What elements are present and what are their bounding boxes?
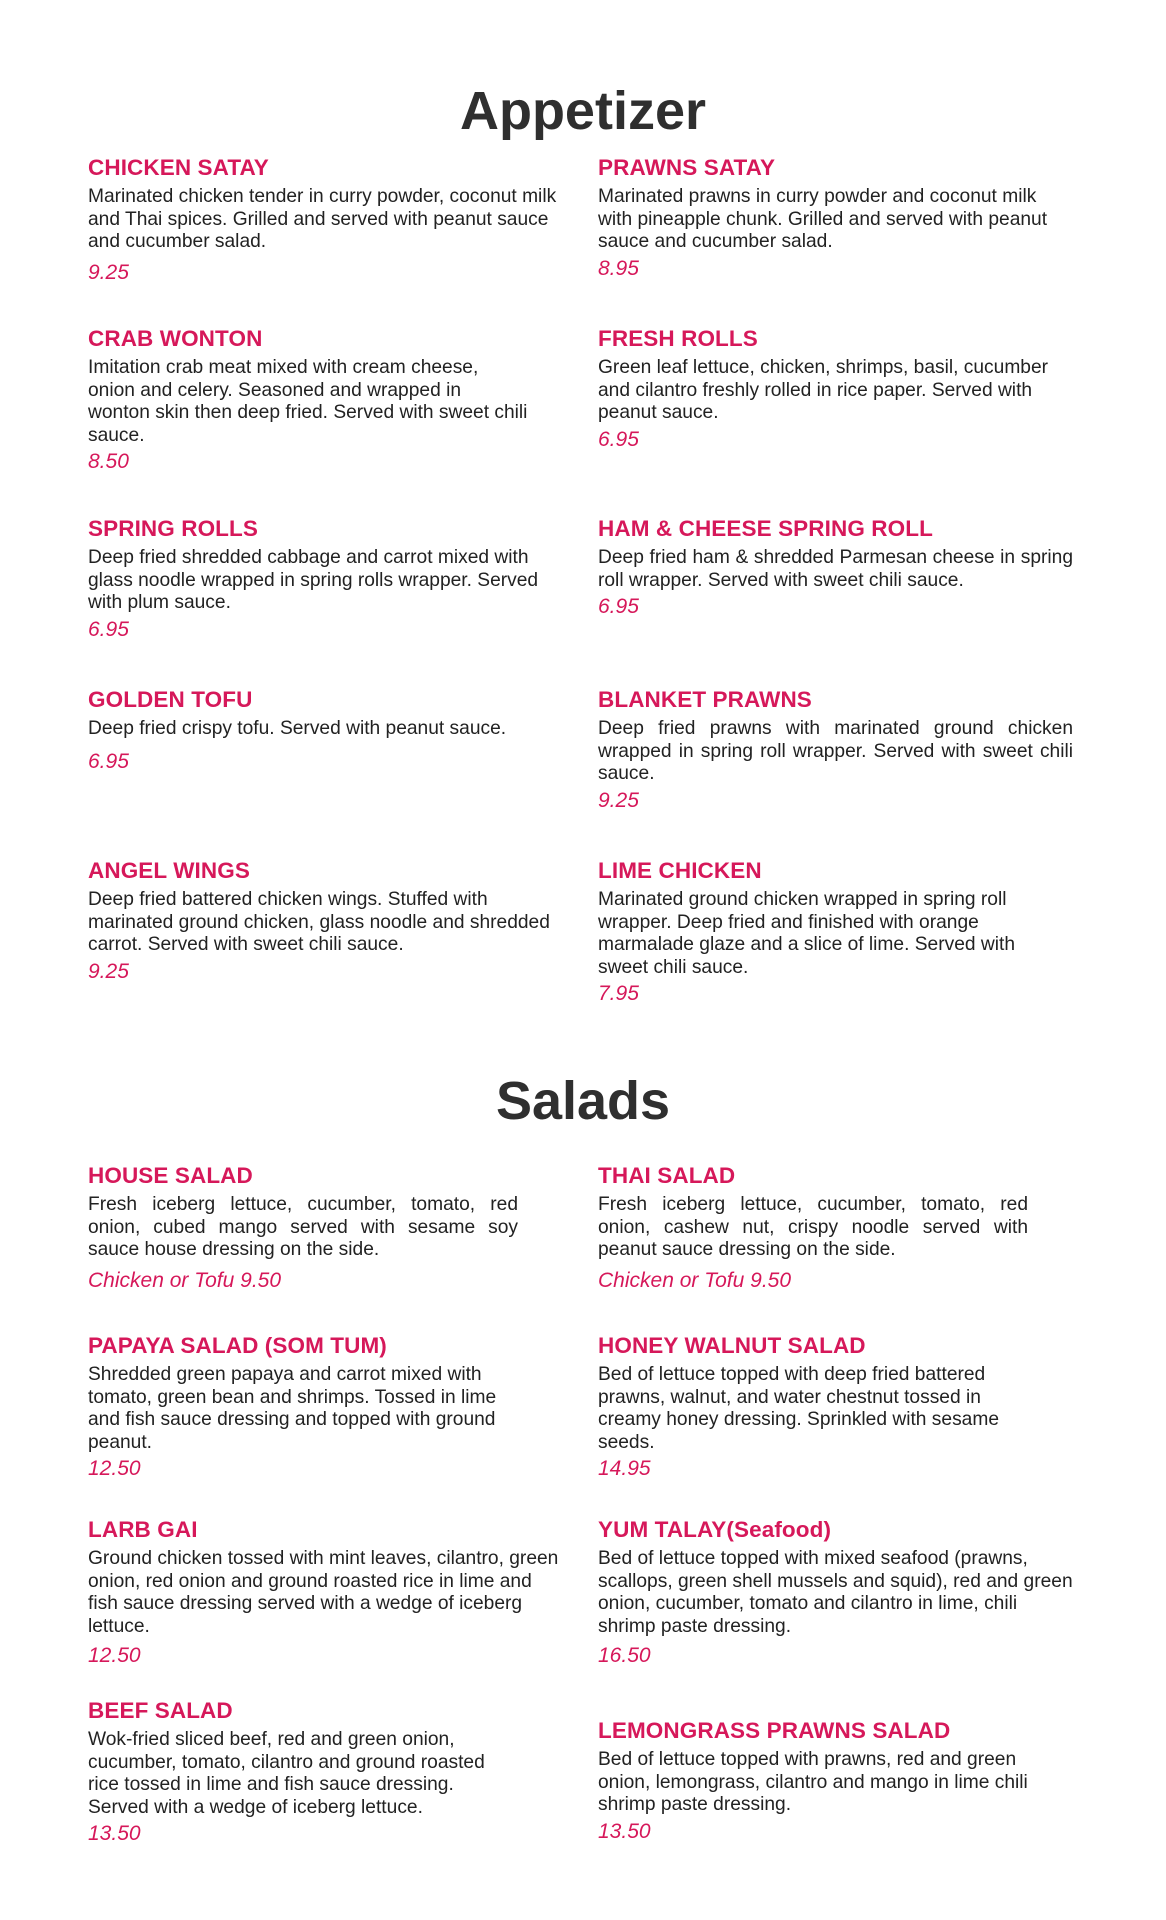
item-price: 14.95	[598, 1457, 651, 1480]
item-price: 7.95	[598, 982, 639, 1005]
item-description: Marinated ground chicken wrapped in spring roll wrapper. Deep fried and finished with orange marmalade glaze and a slice of lime. Served with sweet chili sauce.	[598, 889, 1015, 978]
item-description: Shredded green papaya and carrot mixed with tomato, green bean and shrimps. Tossed in lime and fish sauce dressing and topped with ground peanut.	[88, 1364, 497, 1453]
item-description: Fresh iceberg lettuce, cucumber, tomato, red onion, cashew nut, crispy noodle served with peanut sauce dressing on the side.	[598, 1194, 1028, 1260]
item-name: LEMONGRASS PRAWNS SALAD	[598, 1718, 951, 1743]
item-description: Marinated chicken tender in curry powder, coconut milk and Thai spices. Grilled and served with peanut sauce and cucumber salad.	[88, 186, 557, 252]
item-name: BLANKET PRAWNS	[598, 687, 812, 712]
item-price: 12.50	[88, 1644, 141, 1667]
menu-item	[598, 1162, 1073, 1294]
item-description: Bed of lettuce topped with prawns, red and green onion, lemongrass, cilantro and mango in lime chili shrimp paste dressing.	[598, 1749, 1028, 1815]
item-name: THAI SALAD	[598, 1163, 736, 1188]
item-description: Wok-fried sliced beef, red and green onion, cucumber, tomato, cilantro and ground roasted rice tossed in lime and fish sauce dressing. Served with a wedge of iceberg lettuce.	[88, 1729, 485, 1818]
menu-item	[598, 515, 1073, 620]
item-name: SPRING ROLLS	[88, 516, 258, 541]
item-price: 13.50	[88, 1822, 141, 1845]
item-name: HONEY WALNUT SALAD	[598, 1333, 866, 1358]
item-description: Bed of lettuce topped with mixed seafood (prawns, scallops, green shell mussels and squid), red and green onion, cucumber, tomato and cilantro in lime, chili shrimp paste dressing.	[598, 1548, 1073, 1637]
item-name: ANGEL WINGS	[88, 858, 250, 883]
menu-item	[598, 1332, 1073, 1482]
menu-item	[598, 1717, 1073, 1845]
item-name: CRAB WONTON	[88, 326, 263, 351]
menu-item	[88, 154, 563, 286]
item-name: BEEF SALAD	[88, 1698, 233, 1723]
item-name: HOUSE SALAD	[88, 1163, 253, 1188]
item-price: 16.50	[598, 1644, 651, 1667]
menu-item	[88, 1162, 563, 1294]
menu-item	[598, 325, 1073, 453]
item-name: PRAWNS SATAY	[598, 155, 776, 180]
item-name: LIME CHICKEN	[598, 858, 762, 883]
item-description: Deep fried prawns with marinated ground chicken wrapped in spring roll wrapper. Served with sweet chili sauce.	[598, 718, 1073, 784]
item-price: 13.50	[598, 1819, 651, 1843]
item-price: 6.95	[598, 427, 639, 451]
item-description: Deep fried crispy tofu. Served with peanut sauce.	[88, 718, 507, 739]
item-price: 9.25	[598, 788, 639, 812]
item-description: Fresh iceberg lettuce, cucumber, tomato, red onion, cubed mango served with sesame soy sauce house dressing on the side.	[88, 1194, 518, 1260]
menu-item	[88, 515, 563, 643]
menu-item	[88, 325, 563, 475]
menu-item	[598, 1516, 1073, 1669]
menu-item	[598, 154, 1073, 282]
item-name: CHICKEN SATAY	[88, 155, 269, 180]
item-description: Deep fried battered chicken wings. Stuffed with marinated ground chicken, glass noodle and shredded carrot. Served with sweet chili sauce.	[88, 889, 550, 955]
item-name: PAPAYA SALAD (SOM TUM)	[88, 1333, 387, 1358]
menu-item	[88, 686, 563, 775]
menu-item	[88, 1332, 563, 1482]
item-description: Ground chicken tossed with mint leaves, cilantro, green onion, red onion and ground roasted rice in lime and fish sauce dressing served with a wedge of iceberg lettuce.	[88, 1548, 559, 1637]
item-description: Bed of lettuce topped with deep fried battered prawns, walnut, and water chestnut tossed in creamy honey dressing. Sprinkled with sesame seeds.	[598, 1364, 999, 1453]
item-description: Deep fried shredded cabbage and carrot mixed with glass noodle wrapped in spring rolls wrapper. Served with plum sauce.	[88, 547, 539, 613]
item-price: Chicken or Tofu 9.50	[88, 1268, 282, 1292]
menu-item	[88, 857, 563, 985]
item-name: GOLDEN TOFU	[88, 687, 253, 712]
item-price: 8.50	[88, 450, 129, 473]
item-price: 6.95	[88, 749, 129, 773]
item-name: YUM TALAY(Seafood)	[598, 1517, 832, 1542]
item-price: Chicken or Tofu 9.50	[598, 1268, 792, 1292]
menu-item	[598, 857, 1073, 1007]
item-description: Imitation crab meat mixed with cream cheese, onion and celery. Seasoned and wrapped in wonton skin then deep fried. Served with sweet chili sauce.	[88, 357, 528, 446]
item-price: 6.95	[88, 617, 129, 641]
item-name: FRESH ROLLS	[598, 326, 758, 351]
item-price: 12.50	[88, 1457, 141, 1480]
item-name: HAM & CHEESE SPRING ROLL	[598, 516, 933, 541]
item-description: Deep fried ham & shredded Parmesan cheese in spring roll wrapper. Served with sweet chili sauce.	[598, 547, 1073, 591]
item-price: 6.95	[598, 595, 639, 618]
menu-item	[88, 1516, 563, 1669]
item-price: 8.95	[598, 256, 639, 280]
item-price: 9.25	[88, 260, 129, 284]
salads-heading: Salads	[495, 1071, 671, 1131]
appetizer-heading: Appetizer	[459, 81, 707, 141]
item-name: LARB GAI	[88, 1517, 198, 1542]
item-description: Marinated prawns in curry powder and coconut milk with pineapple chunk. Grilled and served with peanut sauce and cucumber salad.	[598, 186, 1048, 252]
item-price: 9.25	[88, 959, 129, 983]
menu-item	[88, 1697, 563, 1847]
item-description: Green leaf lettuce, chicken, shrimps, basil, cucumber and cilantro freshly rolled in rice paper. Served with peanut sauce.	[598, 357, 1049, 423]
menu-item	[598, 686, 1073, 814]
